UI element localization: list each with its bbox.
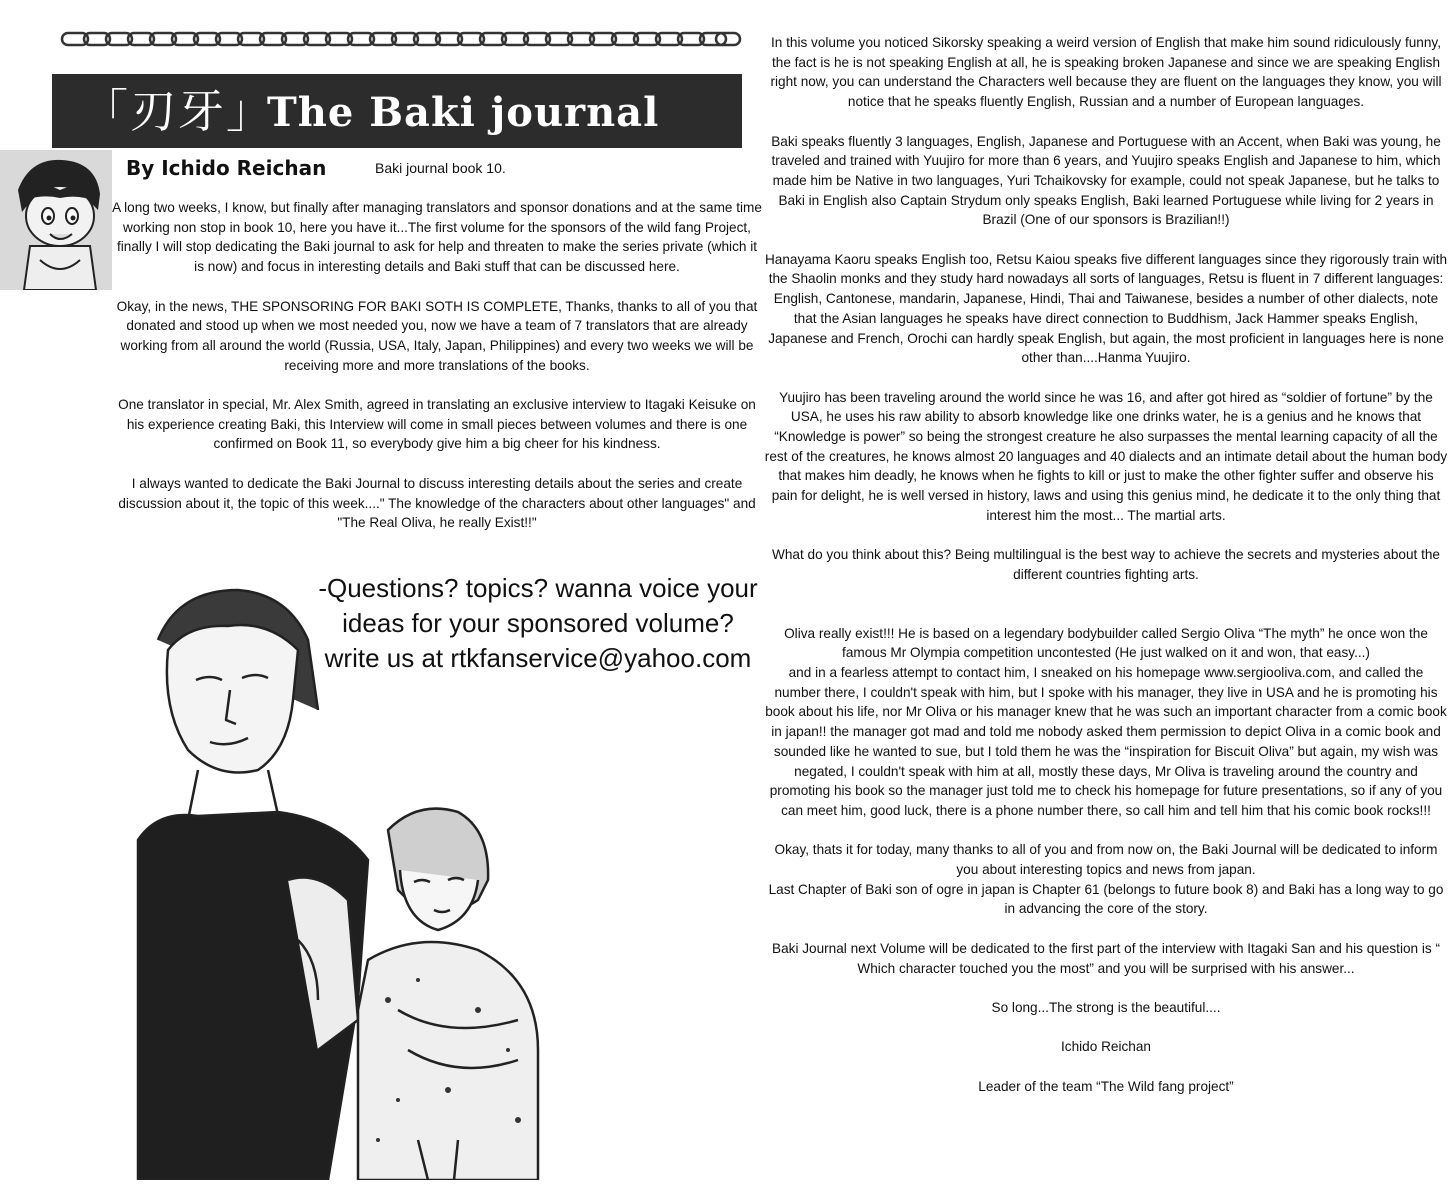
oliva-body: and in a fearless attempt to contact him, I sneaked on his homepage www.sergiooliva.com, and called the number there, I couldn't speak with him, but I spoke with his manager, they live in USA and he is promoting his book about his life, nor Mr Oliva or his manager knew that he was such an important character from a comic book in japan!! the manager got mad and told me nobody asked them permission to depict Oliva in a comic book and sounded like he wanted to sue, but I told them he was the “inspiration for Biscuit Oliva” but again, my wish was negated, I couldn't speak with him at all, mostly these days, Mr Oliva is traveling around the country and promoting his book so the manager just told me to check his homepage for future presentations, so if any of you can meet him, good luck, there is a phone number there, so call him and tell him that his comic book rocks!!! xyxy=(765,665,1447,818)
kanji-title: 「刃牙」 xyxy=(82,84,274,138)
paragraph: Yuujiro has been traveling around the world since he was 16, and after got hired as “soldier of fortune” by the USA, he uses his raw ability to absorb knowledge like one drinks water, he is a genius and he knows that “Knowledge is power” so being the strongest creature he also surpasses the mental learning capacity of all the rest of the creatures, he knows almost 20 languages and 40 dialects and an intimate detail about the human body that makes him deadly, he knows when he fights to kill or just to make the other fighter suffer and observe his pain for delight, he is well versed in history, laws and using this genius mind, he dedicate it to the only thing that interest him the most... The martial arts. xyxy=(764,389,1448,523)
title-banner xyxy=(52,74,742,148)
paragraph: One translator in special, Mr. Alex Smith, agreed in translating an exclusive interview to Itagaki Keisuke on his experience creating Baki, this Interview will come in small pieces between volumes and there is one confirmed on Book 11, so everybody give him a big cheer for his kindness. xyxy=(118,397,756,452)
signature: Ichido Reichan xyxy=(1061,1039,1151,1055)
oliva-intro: Oliva really exist!!! He is based on a legendary bodybuilder called Sergio Oliva “The myth” he once won the famous Mr Olympia competition uncontested (He just walked on it and won, that easy...) xyxy=(784,625,1428,661)
paragraph: Okay, in the news, THE SPONSORING FOR BAKI SOTH IS COMPLETE, Thanks, thanks to all of you that donated and stood up when we most needed you, now we have a team of 7 translators that are already working from all around the world (Russia, USA, Italy, Japan, Philippines) and every two weeks we will be receiving more and more translations of the books. xyxy=(116,298,758,373)
paragraph: A long two weeks, I know, but finally after managing translators and sponsor donations and at the same time working non stop in book 10, here you have it...The first volume for the sponsors of the wild fang Project, finally I will stop dedicating the Baki journal to ask for help and threaten to make the series private (which it is now) and focus in interesting details and Baki stuff that can be discussed here. xyxy=(112,200,762,275)
author-byline: By Ichido Reichan xyxy=(126,156,327,180)
paragraph: In this volume you noticed Sikorsky speaking a weird version of English that make him sound ridiculously funny, the fact is he is not speaking English at all, he is speaking broken Japanese and since we are speaking English right now, you can understand the Characters well because they are fluent on the languages they know, you will notice that he speaks fluently English, Russian and a number of European languages. xyxy=(770,35,1442,110)
chain-decoration xyxy=(60,28,742,50)
page-title: The Baki journal xyxy=(267,89,660,136)
paragraph: What do you think about this? Being multilingual is the best way to achieve the secrets and mysteries about the different countries fighting arts. xyxy=(772,547,1440,582)
left-article-column xyxy=(112,198,762,553)
signature-title: Leader of the team “The Wild fang project” xyxy=(978,1078,1234,1094)
paragraph: Baki speaks fluently 3 languages, English, Japanese and Portuguese with an Accent, when Baki was young, he traveled and trained with Yuujiro for more than 6 years, and Yuujiro speaks English and Japanese to him, which made him be Native in two languages, Yuri Tchaikovsky for example, could not speak Japanese, but he talks to Baki in English also Captain Strydum only speaks English, Baki learned Portuguese while living for 2 years in Brazil (One of our sponsors is Brazilian!!) xyxy=(771,133,1441,228)
paragraph: I always wanted to dedicate the Baki Journal to discuss interesting details about the series and create discussion about it, the topic of this week...." The knowledge of the characters about other languages" and "The Real Oliva, he really Exist!!" xyxy=(118,475,756,531)
next-volume-note: Baki Journal next Volume will be dedicated to the first part of the interview with Itagaki San and his question is “ Which character touched you the most” and you will be surprised with his answer... xyxy=(772,940,1440,976)
right-article-column xyxy=(764,33,1448,1116)
contact-callout: -Questions? topics? wanna voice your ideas for your sponsored volume? write us at rtkfanservice@yahoo.com xyxy=(318,573,758,673)
closing-paragraph: Last Chapter of Baki son of ogre in japan is Chapter 61 (belongs to future book 8) and Baki has a long way to go in advancing the core of the story. xyxy=(768,881,1444,917)
author-avatar-illustration xyxy=(0,150,112,290)
farewell: So long...The strong is the beautiful.... xyxy=(991,999,1221,1015)
closing-paragraph: Okay, thats it for today, many thanks to all of you and from now on, the Baki Journal will be dedicated to inform you about interesting topics and news from japan. xyxy=(774,842,1438,878)
book-note: Baki journal book 10. xyxy=(375,160,506,176)
paragraph: Hanayama Kaoru speaks English too, Retsu Kaiou speaks five different languages since they rigorously train with the Shaolin monks and they study hard nowadays all sorts of languages, Retsu is fluent in 7 different languages: English, Cantonese, mandarin, Japanese, Hindi, Thai and Taiwanese, besides a number of other dialects, note that the Asian languages he speaks have direct connection to Buddhism, Jack Hammer speaks English, Japanese and French, Orochi can hardly speak English, but again, the most proficient in languages here is none other than....Hanma Yuujiro. xyxy=(764,251,1448,366)
